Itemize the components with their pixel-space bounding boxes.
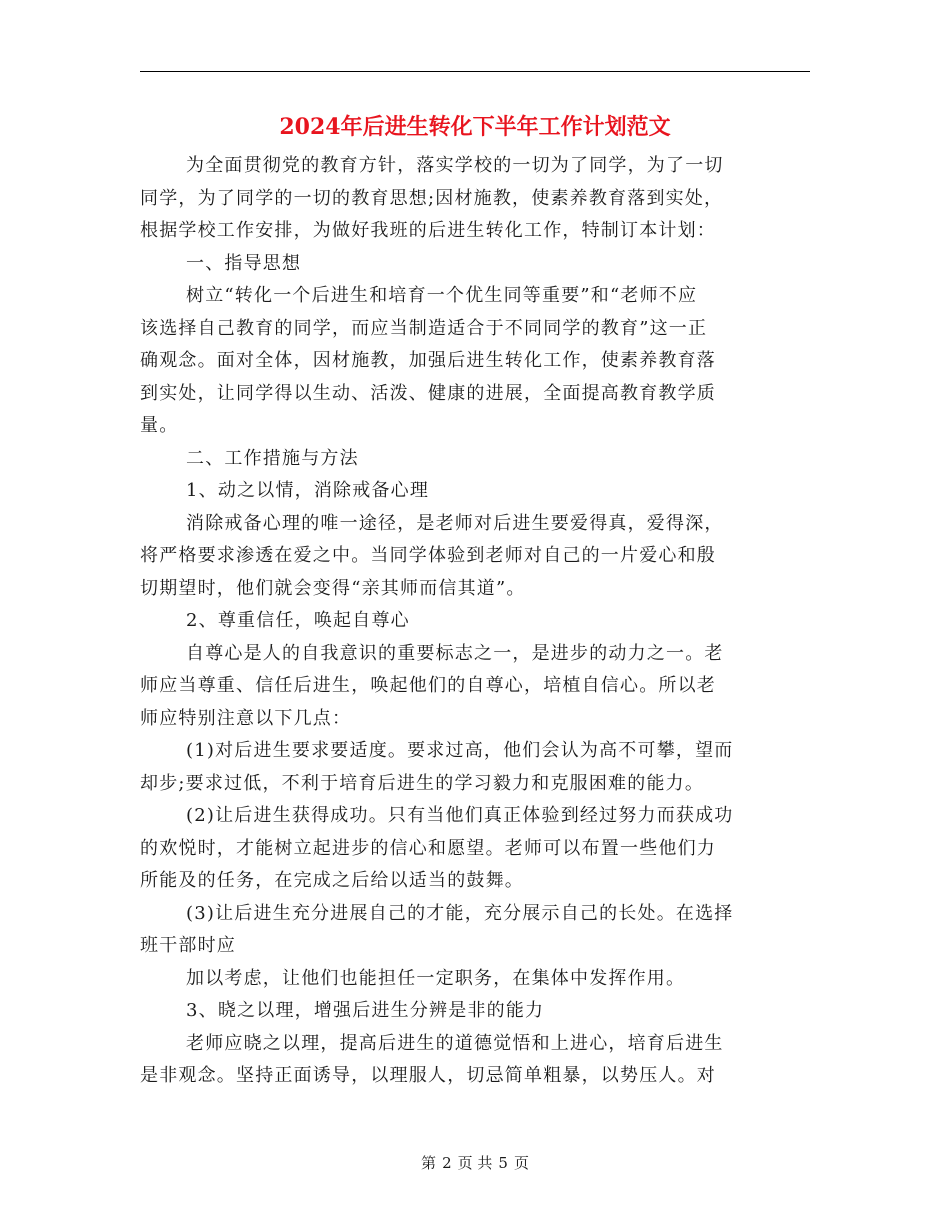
header-rule — [140, 71, 810, 72]
page-footer — [0, 1153, 950, 1173]
text-line: 根据学校工作安排，为做好我班的后进生转化工作，特制订本计划： — [140, 220, 716, 241]
text-line: 将严格要求渗透在爱之中。当同学体验到老师对自己的一片爱心和殷 — [140, 545, 716, 566]
text-line: 同学，为了同学的一切的教育思想;因材施教，使素养教育落到实处， — [140, 187, 724, 209]
text-line: 3、晓之以理，增强后进生分辨是非的能力 — [186, 1000, 545, 1021]
text-line: 加以考虑，让他们也能担任一定职务，在集体中发挥作用。 — [186, 967, 686, 989]
text-line: 该选择自己教育的同学，而应当制造适合于不同同学的教育”这一正 — [140, 317, 708, 339]
footer-suffix: 页 — [513, 1154, 529, 1172]
text-line: 的欢悦时，才能树立起进步的信心和愿望。老师可以布置一些他们力 — [140, 837, 716, 859]
text-line: 一、指导思想 — [186, 252, 302, 274]
text-line: 1、动之以情，消除戒备心理 — [186, 480, 430, 501]
text-line: 确观念。面对全体，因材施教，加强后进生转化工作，使素养教育落 — [140, 350, 716, 371]
text-line: 老师应晓之以理，提高后进生的道德觉悟和上进心，培育后进生 — [186, 1032, 724, 1054]
text-line: 师应特别注意以下几点： — [140, 707, 352, 729]
text-line: 是非观念。坚持正面诱导，以理服人，切忌简单粗暴，以势压人。对 — [140, 1065, 716, 1086]
text-line: 到实处，让同学得以生动、活泼、健康的进展，全面提高教育教学质 — [140, 382, 716, 404]
footer-middle: 页 共 — [457, 1154, 493, 1172]
text-line: (1)对后进生要求要适度。要求过高，他们会认为高不可攀，望而 — [186, 740, 734, 761]
footer-prefix: 第 — [421, 1154, 437, 1172]
text-line: (2)让后进生获得成功。只有当他们真正体验到经过努力而获成功 — [186, 805, 734, 826]
text-line: 二、工作措施与方法 — [186, 447, 359, 469]
text-line: 量。 — [140, 415, 179, 436]
text-line: 自尊心是人的自我意识的重要标志之一，是进步的动力之一。老 — [186, 642, 724, 664]
text-line: 切期望时，他们就会变得“亲其师而信其道”。 — [140, 577, 526, 599]
footer-page-number: 2 — [442, 1154, 452, 1172]
text-line: 师应当尊重、信任后进生，唤起他们的自尊心，培植自信心。所以老 — [140, 675, 716, 696]
text-line: 2、尊重信任，唤起自尊心 — [186, 610, 410, 631]
document-title: 2024年后进生转化下半年工作计划范文 — [279, 114, 671, 140]
text-line: (3)让后进生充分进展自己的才能，充分展示自己的长处。在选择 — [186, 902, 734, 924]
text-line: 树立“转化一个后进生和培育一个优生同等重要”和“老师不应 — [186, 285, 698, 306]
text-line: 却步;要求过低，不利于培育后进生的学习毅力和克服困难的能力。 — [140, 772, 705, 794]
text-line: 班干部时应 — [140, 935, 236, 956]
text-line: 所能及的任务，在完成之后给以适当的鼓舞。 — [140, 870, 524, 891]
document-body — [140, 150, 805, 1093]
footer-total-pages: 5 — [498, 1154, 508, 1172]
text-line: 为全面贯彻党的教育方针，落实学校的一切为了同学，为了一切 — [186, 155, 724, 176]
text-line: 消除戒备心理的唯一途径，是老师对后进生要爱得真，爱得深， — [186, 512, 724, 534]
